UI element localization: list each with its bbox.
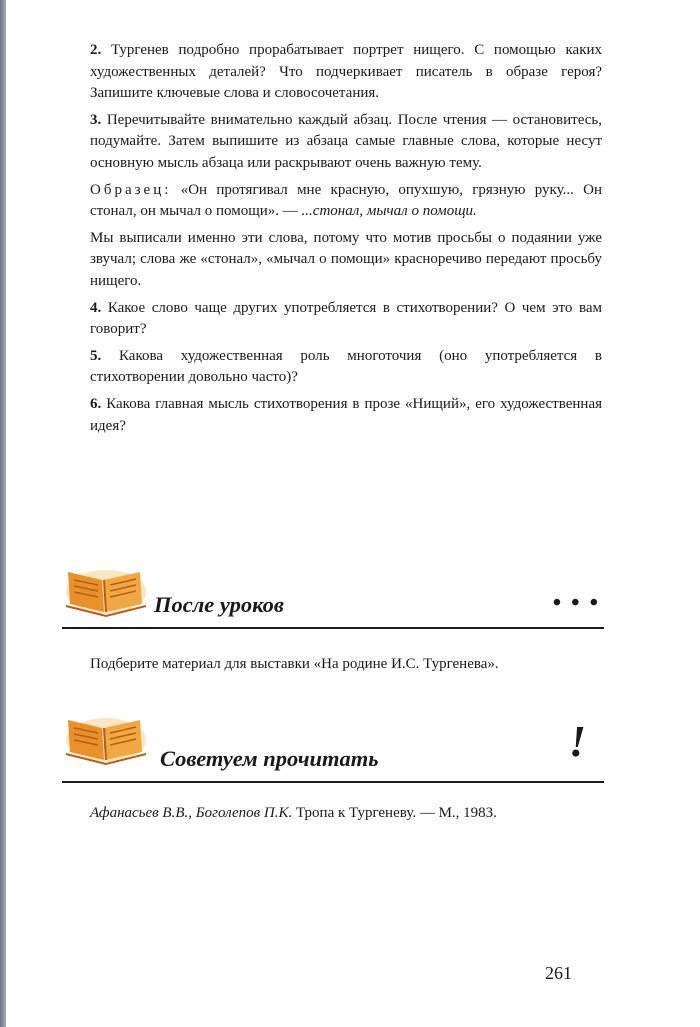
book-title: Тропа к Тургеневу. — М., 1983.	[292, 805, 497, 821]
question-6-number: 6.	[90, 395, 102, 412]
explanation: Мы выписали именно эти слова, потому что мотив просьбы о подаянии уже звучал; слова же «стонал», «мычал о помощи» красноречиво передают просьбу нищего.	[90, 229, 602, 289]
questions-block	[90, 40, 602, 442]
question-4-text: Какое слово чаще других употребляется в стихотворении? О чем это вам говорит?	[90, 299, 602, 338]
recommended-reading	[90, 803, 602, 825]
open-book-icon	[62, 714, 150, 766]
sample-highlight: ...стонал, мычал о помощи.	[301, 203, 477, 220]
question-4	[90, 298, 602, 341]
question-5	[90, 346, 602, 389]
scan-edge	[0, 0, 6, 1027]
dots-marker: • • •	[552, 590, 600, 616]
after-lessons-title: После уроков	[154, 592, 284, 617]
question-3-text: Перечитывайте внимательно каждый абзац. После чтения — остановитесь, подумайте. Затем выпишите из абзаца самые главные слова, которые несут основную мысль абзаца или раскрывают очень важную тему.	[90, 111, 603, 171]
page-number: 261	[545, 963, 572, 983]
question-3-number: 3.	[90, 111, 102, 128]
book-authors: Афанасьев В.В., Боголепов П.К.	[90, 805, 293, 821]
recommended-header	[62, 708, 604, 786]
after-lessons-text: Подберите материал для выставки «На родине И.С. Тургенева».	[90, 656, 499, 672]
section-rule	[62, 627, 604, 629]
question-6-text: Какова главная мысль стихотворения в прозе «Нищий», его художественная идея?	[90, 395, 602, 434]
question-3	[90, 110, 602, 175]
question-5-number: 5.	[90, 347, 102, 364]
question-2-number: 2.	[90, 42, 102, 58]
question-2-text: Тургенев подробно прорабатывает портрет нищего. С помощью каких художественных деталей? Что подчеркивает писатель в образе героя? Запишите ключевые слова и словосочетания.	[90, 42, 603, 102]
sample	[90, 180, 602, 223]
section-rule	[62, 781, 604, 783]
question-2	[90, 40, 602, 105]
recommended-title: Советуем прочитать	[160, 746, 379, 771]
open-book-icon	[62, 566, 150, 618]
question-6	[90, 394, 602, 437]
exclamation-marker: !	[568, 717, 586, 766]
question-5-text: Какова художественная роль многоточия (оно употребляется в стихотворении довольно часто)?	[90, 347, 603, 386]
question-4-number: 4.	[90, 299, 102, 316]
after-lessons-header	[62, 562, 604, 632]
sample-quote: «Он протягивал мне красную, опухшую, грязную руку... Он стонал, он мычал о помощи». —	[90, 181, 603, 220]
sample-label: Образец:	[90, 181, 172, 198]
